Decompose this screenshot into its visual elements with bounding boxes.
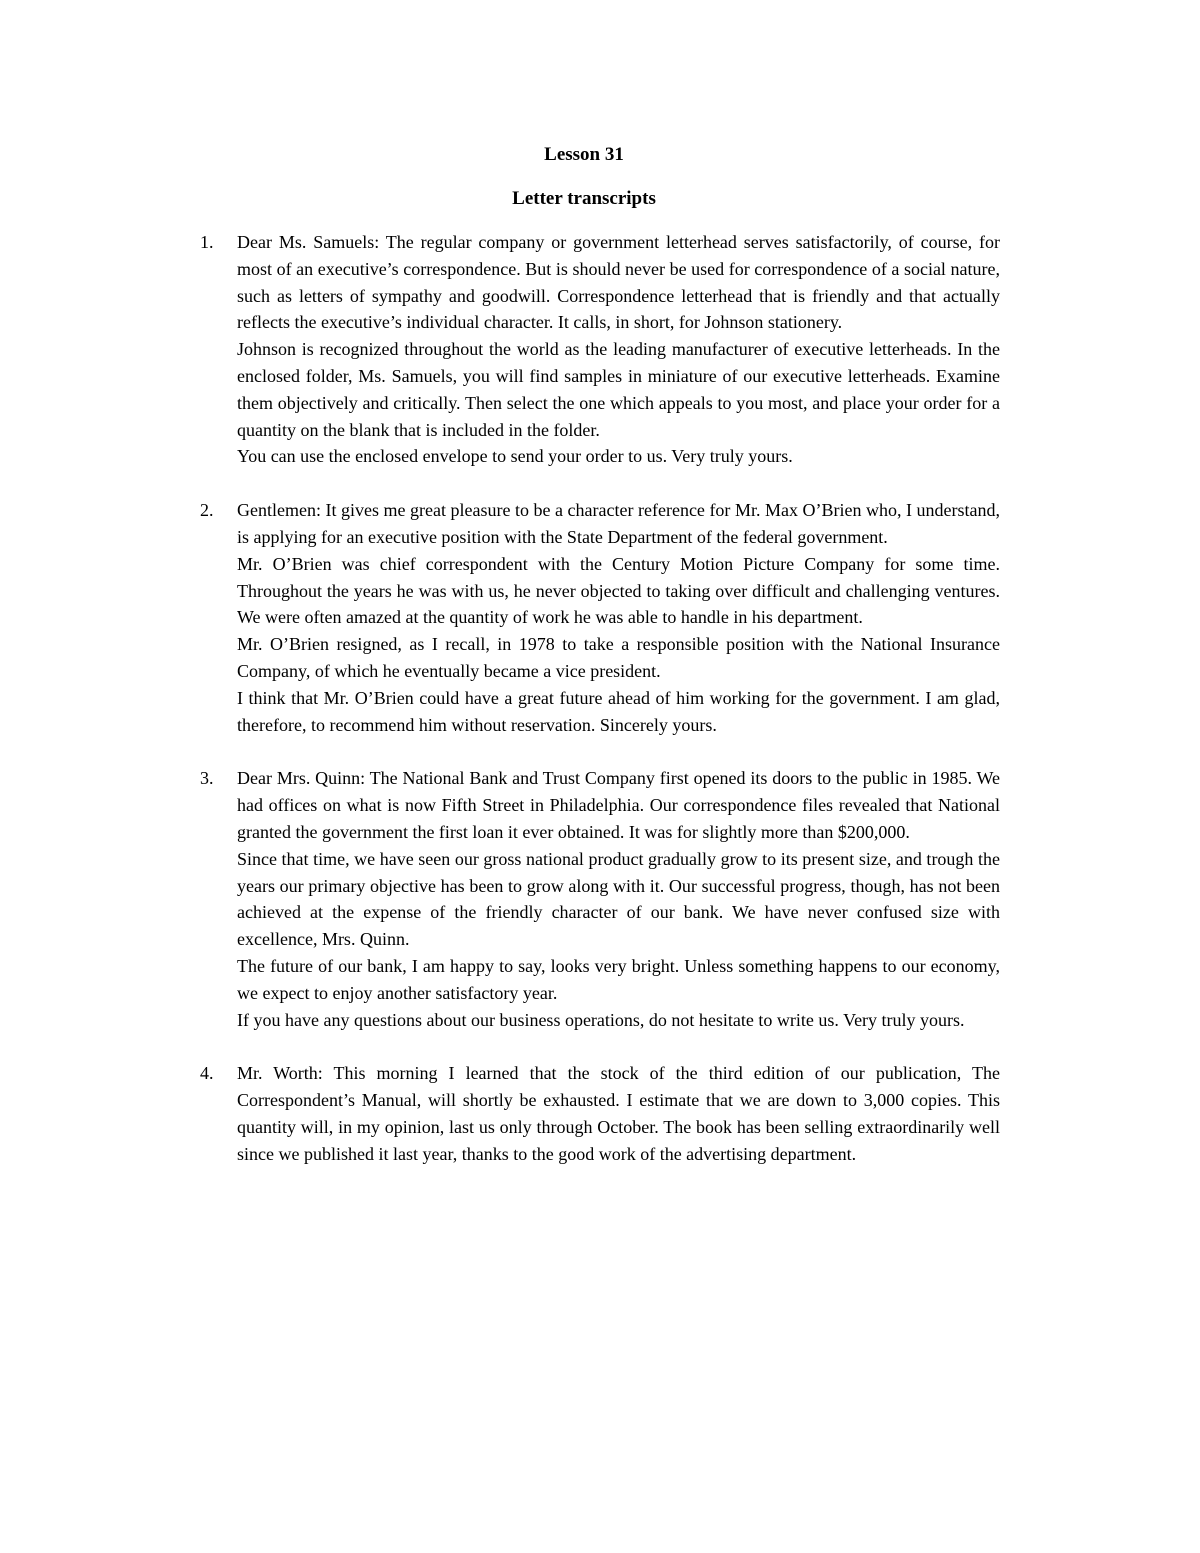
letter-paragraph: Mr. O’Brien was chief correspondent with the Century Motion Picture Company for some time. Throughout the years he was with us, he never objected to taking over difficult and challenging ventures. We were often amazed at the quantity of work he was able to handle in his department. <box>237 553 1000 628</box>
letter-number: 3. <box>200 768 214 789</box>
letter-paragraph: If you have any questions about our business operations, do not hesitate to write us. Very truly yours. <box>237 1009 965 1030</box>
letter-item-3 <box>200 765 1000 1033</box>
letter-paragraph: Dear Ms. Samuels: The regular company or government letterhead serves satisfactorily, of course, for most of an executive’s correspondence. But is should never be used for correspondence of a social nature, such as letters of sympathy and goodwill. Correspondence letterhead that is friendly and that actually reflects the executive’s individual character. It calls, in short, for Johnson stationery. <box>237 232 1000 333</box>
letter-number: 2. <box>200 500 214 521</box>
letter-paragraph: Mr. Worth: This morning I learned that the stock of the third edition of our publication, The Correspondent’s Manual, will shortly be exhausted. I estimate that we are down to 3,000 copies. This quantity will, in my opinion, last us only through October. The book has been selling extraordinarily well since we published it last year, thanks to the good work of the advertising department. <box>237 1063 1000 1164</box>
letter-paragraph: Gentlemen: It gives me great pleasure to be a character reference for Mr. Max O’Brien who, I understand, is applying for an executive position with the State Department of the federal government. <box>237 500 1000 547</box>
document-subtitle: Letter transcripts <box>512 188 656 209</box>
lesson-title: Lesson 31 <box>544 144 624 165</box>
letter-paragraph: Johnson is recognized throughout the world as the leading manufacturer of executive letterheads. In the enclosed folder, Ms. Samuels, you will find samples in miniature of our executive letterheads. Examine them objectively and critically. Then select the one which appeals to you most, and place your order for a quantity on the blank that is included in the folder. <box>237 339 1000 440</box>
letter-paragraph: The future of our bank, I am happy to say, looks very bright. Unless something happens to our economy, we expect to enjoy another satisfactory year. <box>237 955 1000 1003</box>
letter-item-1 <box>200 229 1000 470</box>
letter-item-4 <box>200 1060 1000 1167</box>
letter-item-2 <box>200 497 1000 738</box>
letter-paragraph: Since that time, we have seen our gross national product gradually grow to its present size, and trough the years our primary objective has been to grow along with it. Our successful progress, though, has not been achieved at the expense of the friendly character of our bank. We have never confused size with excellence, Mrs. Quinn. <box>237 848 1000 950</box>
letter-paragraph: You can use the enclosed envelope to send your order to us. Very truly yours. <box>237 446 793 467</box>
letter-list <box>200 229 1000 1195</box>
letter-paragraph: I think that Mr. O’Brien could have a great future ahead of him working for the government. I am glad, therefore, to recommend him without reservation. Sincerely yours. <box>237 687 1000 735</box>
letter-number: 4. <box>200 1063 214 1084</box>
letter-paragraph: Dear Mrs. Quinn: The National Bank and Trust Company first opened its doors to the public in 1985. We had offices on what is now Fifth Street in Philadelphia. Our correspondence files revealed that National granted the government the first loan it ever obtained. It was for slightly more than $200,000. <box>237 768 1000 842</box>
letter-number: 1. <box>200 232 214 252</box>
letter-paragraph: Mr. O’Brien resigned, as I recall, in 1978 to take a responsible position with the National Insurance Company, of which he eventually became a vice president. <box>237 634 1000 681</box>
